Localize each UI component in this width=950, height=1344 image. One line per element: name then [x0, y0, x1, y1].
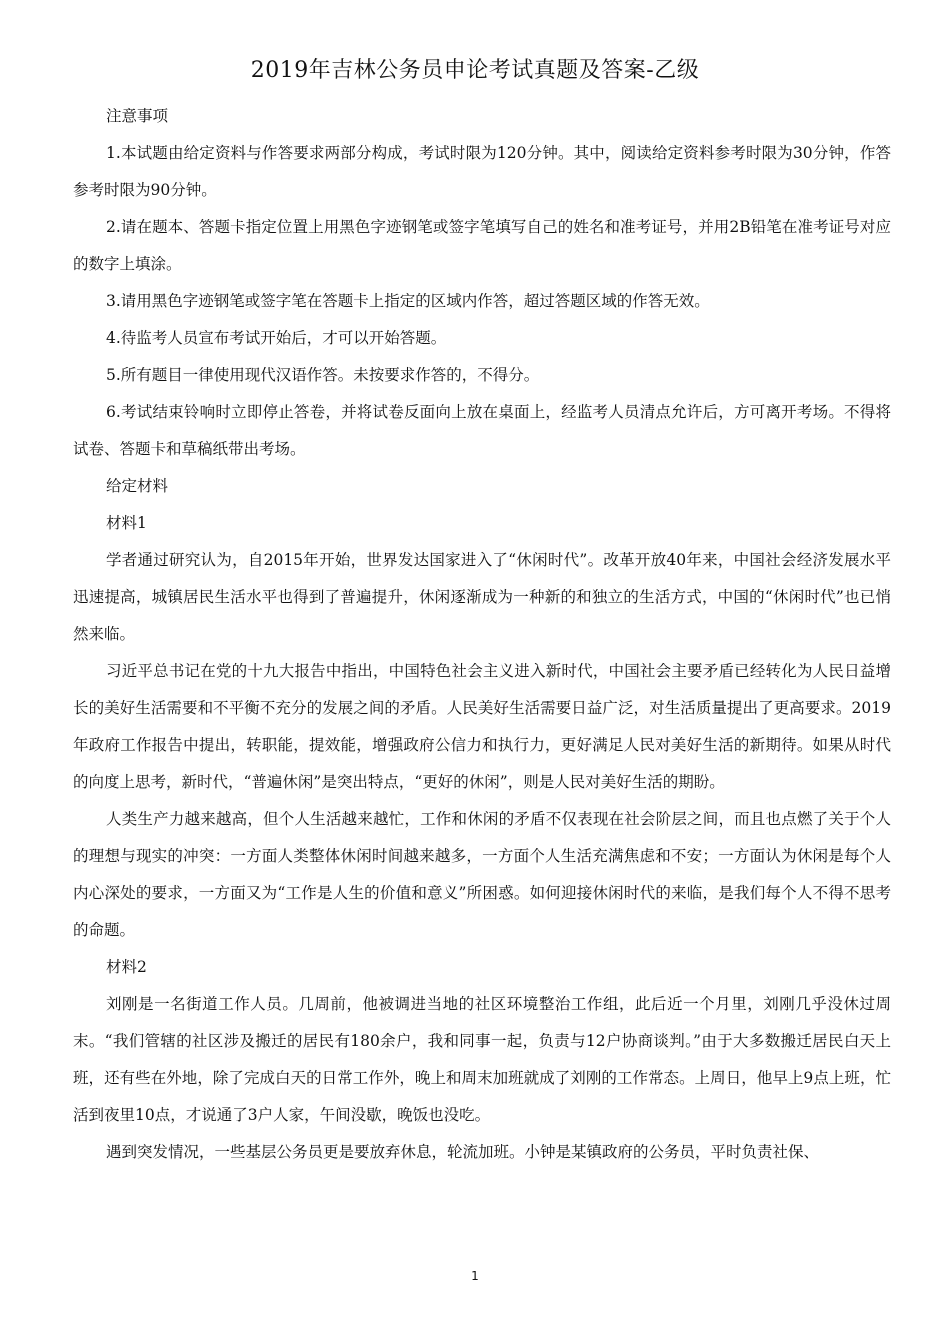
heading-given-materials: 给定材料: [106, 477, 169, 495]
heading-notice: 注意事项: [106, 107, 169, 125]
document-title: 2019年吉林公务员申论考试真题及答案-乙级: [250, 58, 700, 83]
material-1-paragraph-2: 习近平总书记在党的十九大报告中指出，中国特色社会主义进入新时代，中国社会主要矛盾已经转化为人民日益增长的美好生活需要和不平衡不充分的发展之间的矛盾。人民美好生活需要日益广泛，对生活质量提出了更高要求。2019年政府工作报告中提出，转职能，提效能，增强政府公信力和执行力，更好满足人民对美好生活的新期待。如果从时代的向度上思考，新时代，“普遍休闲”是突出特点，“更好的休闲”，则是人民对美好生活的期盼。: [73, 662, 891, 791]
notice-item-4: 4.待监考人员宣布考试开始后，才可以开始答题。: [106, 329, 447, 347]
notice-item-5: 5.所有题目一律使用现代汉语作答。未按要求作答的，不得分。: [106, 366, 540, 384]
material-1-paragraph-3: 人类生产力越来越高，但个人生活越来越忙，工作和休闲的矛盾不仅表现在社会阶层之间，而且也点燃了关于个人的理想与现实的冲突：一方面人类整体休闲时间越来越多，一方面个人生活充满焦虑和不安；一方面认为休闲是每个人内心深处的要求，一方面又为“工作是人生的价值和意义”所困惑。如何迎接休闲时代的来临，是我们每个人不得不思考的命题。: [73, 810, 891, 939]
notice-item-2: 2.请在题本、答题卡指定位置上用黑色字迹钢笔或签字笔填写自己的姓名和准考证号，并用2B铅笔在准考证号对应的数字上填涂。: [73, 218, 891, 273]
page-number: 1: [471, 1269, 479, 1283]
heading-material-1: 材料1: [106, 514, 147, 532]
material-2-paragraph-1: 刘刚是一名街道工作人员。几周前，他被调进当地的社区环境整治工作组，此后近一个月里，刘刚几乎没休过周末。“我们管辖的社区涉及搬迁的居民有180余户，我和同事一起，负责与12户协商谈判。”由于大多数搬迁居民白天上班，还有些在外地，除了完成白天的日常工作外，晚上和周末加班就成了刘刚的工作常态。上周日，他早上9点上班，忙活到夜里10点，才说通了3户人家，午间没歇，晚饭也没吃。: [73, 995, 891, 1124]
notice-item-1: 1.本试题由给定资料与作答要求两部分构成，考试时限为120分钟。其中，阅读给定资料参考时限为30分钟，作答参考时限为90分钟。: [73, 144, 891, 199]
notice-item-3: 3.请用黑色字迹钢笔或签字笔在答题卡上指定的区域内作答，超过答题区域的作答无效。: [106, 292, 710, 310]
document-body: [73, 98, 891, 1171]
notice-item-6: 6.考试结束铃响时立即停止答卷，并将试卷反面向上放在桌面上，经监考人员清点允许后，方可离开考场。不得将试卷、答题卡和草稿纸带出考场。: [73, 403, 891, 458]
heading-material-2: 材料2: [106, 958, 147, 976]
material-1-paragraph-1: 学者通过研究认为，自2015年开始，世界发达国家进入了“休闲时代”。改革开放40年来，中国社会经济发展水平迅速提高，城镇居民生活水平也得到了普遍提升，休闲逐渐成为一种新的和独立的生活方式，中国的“休闲时代”也已悄然来临。: [73, 551, 891, 643]
material-2-paragraph-2: 遇到突发情况，一些基层公务员更是要放弃休息，轮流加班。小钟是某镇政府的公务员，平时负责社保、: [106, 1143, 820, 1161]
